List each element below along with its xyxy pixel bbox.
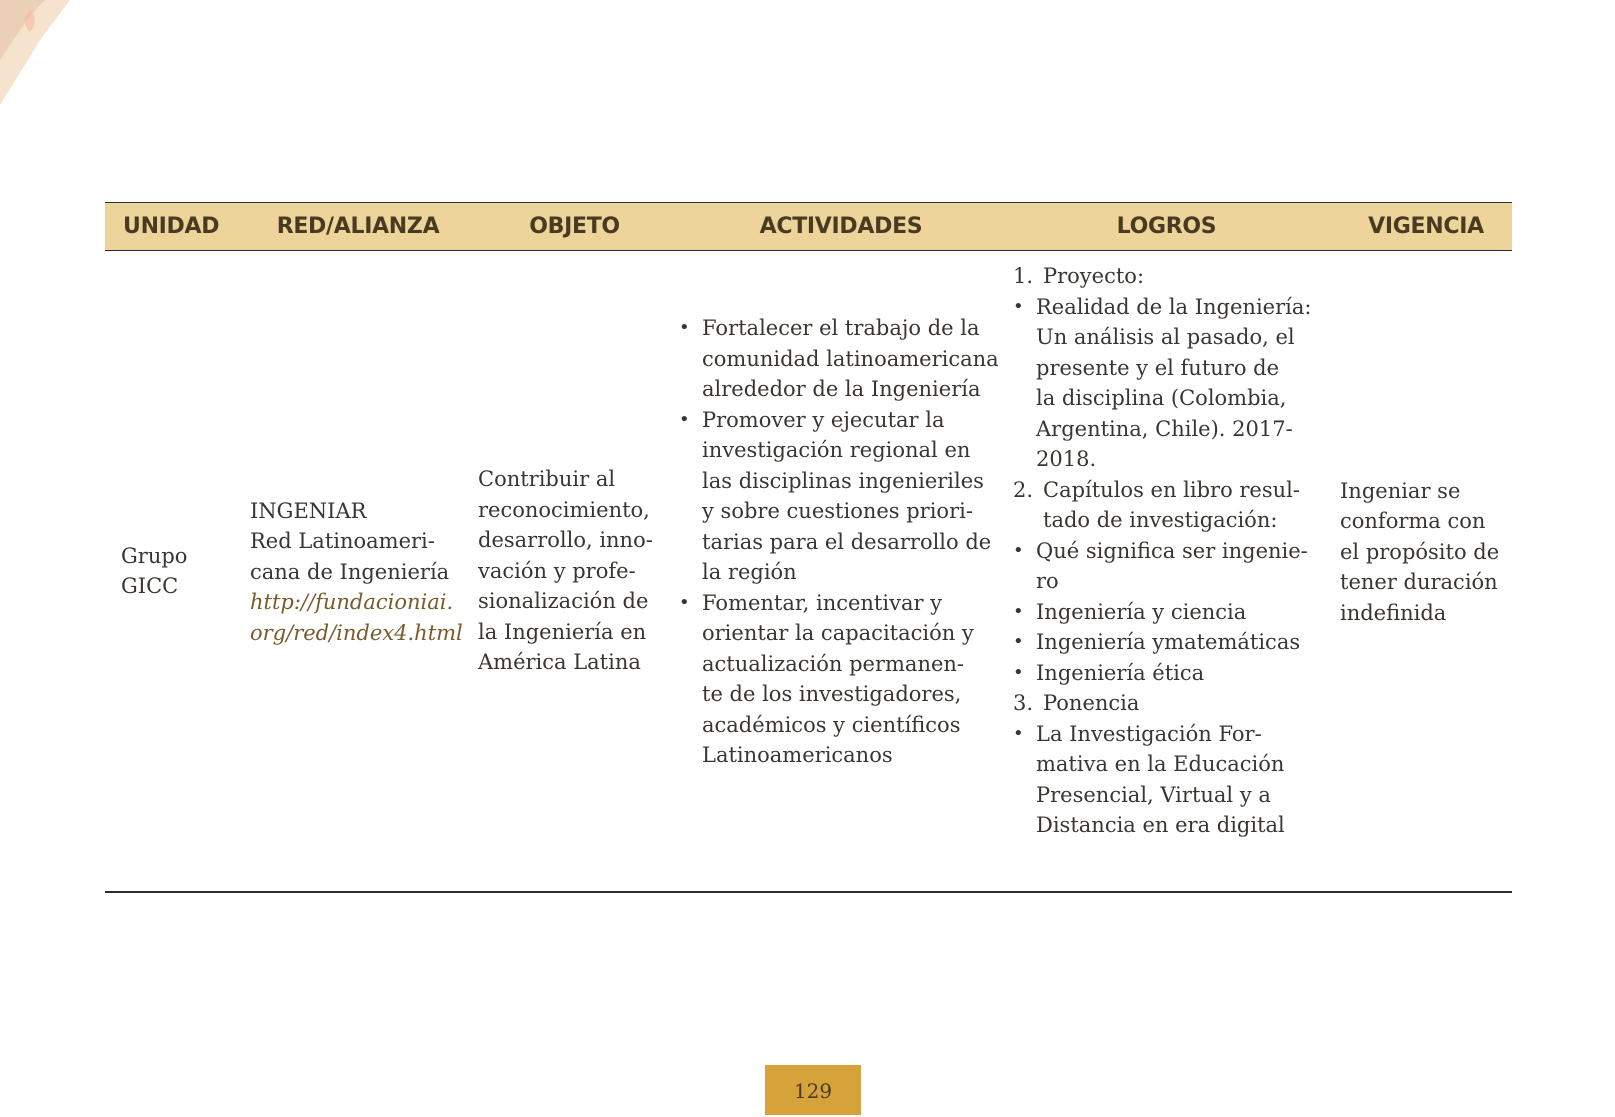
item-line: Argentina, Chile). 2017- <box>1036 416 1293 441</box>
item-number: 1. <box>1013 264 1034 289</box>
cell-red-alianza <box>230 496 466 649</box>
actividades-list <box>679 313 1003 771</box>
item-line: tarias para el desarrollo de <box>702 529 992 554</box>
item-line: la región <box>702 560 797 585</box>
header-logros: LOGROS <box>1116 214 1217 239</box>
red-link-line: org/red/index4.html <box>250 620 463 645</box>
objeto-line: sionalización de <box>478 589 649 614</box>
unidad-line: GICC <box>121 574 179 598</box>
item-line: • Ingeniería ética <box>1036 660 1205 685</box>
list-item <box>1013 536 1320 597</box>
item-line: • Ingeniería ymatemáticas <box>1036 630 1301 655</box>
item-line: la disciplina (Colombia, <box>1036 386 1287 411</box>
item-line: Ponencia <box>1043 691 1140 716</box>
red-line: INGENIAR <box>250 498 367 523</box>
page-number: 129 <box>765 1065 861 1115</box>
objeto-line: América Latina <box>478 650 641 675</box>
item-number: 3. <box>1013 691 1034 716</box>
item-line: • Fomentar, incentivar y <box>702 590 943 615</box>
item-line: Presencial, Virtual y a <box>1036 782 1271 807</box>
logros-list <box>1013 261 1320 841</box>
item-line: Capítulos en libro resul- <box>1043 477 1300 502</box>
red-line: cana de Ingeniería <box>250 559 450 584</box>
objeto-line: Contribuir al <box>478 467 616 492</box>
red-line: Red Latinoameri- <box>250 529 435 554</box>
item-line: • Realidad de la Ingeniería: <box>1036 294 1312 319</box>
alliance-table <box>105 202 1512 893</box>
objeto-line: reconocimiento, <box>478 497 650 522</box>
list-item <box>1013 261 1320 292</box>
item-line: Latinoamericanos <box>702 743 893 768</box>
item-line: 2018. <box>1036 447 1097 472</box>
item-line: Distancia en era digital <box>1036 813 1285 838</box>
vigencia-line: el propósito de <box>1340 539 1500 564</box>
table-row <box>105 251 1512 893</box>
cell-vigencia <box>1320 476 1512 629</box>
header-unidad: UNIDAD <box>123 214 220 239</box>
list-item <box>1013 475 1320 536</box>
item-line: Un análisis al pasado, el <box>1036 325 1295 350</box>
item-line: ro <box>1036 569 1059 594</box>
item-line: investigación regional en <box>702 438 971 463</box>
item-line: • Promover y ejecutar la <box>702 407 945 432</box>
list-item <box>679 313 1003 405</box>
unidad-line: Grupo <box>121 543 188 568</box>
list-item <box>1013 719 1320 841</box>
item-number: 2. <box>1013 477 1034 502</box>
table-header-row <box>105 202 1512 251</box>
cell-logros <box>1003 261 1320 841</box>
item-line: • Ingeniería y ciencia <box>1036 599 1247 624</box>
red-link[interactable] <box>250 587 466 648</box>
list-item <box>679 588 1003 771</box>
objeto-line: vación y profe- <box>478 558 636 583</box>
list-item <box>1013 597 1320 628</box>
header-objeto: OBJETO <box>529 214 620 239</box>
list-item <box>679 405 1003 588</box>
cell-objeto <box>466 464 671 678</box>
vigencia-line: conforma con <box>1340 509 1486 534</box>
corner-decoration <box>0 0 110 110</box>
red-link-line: http://fundacioniai. <box>250 590 454 615</box>
item-line: • Fortalecer el trabajo de la <box>702 316 980 341</box>
vigencia-line: Ingeniar se <box>1340 478 1461 503</box>
header-vigencia: VIGENCIA <box>1368 214 1484 239</box>
item-line: las disciplinas ingenieriles <box>702 468 984 493</box>
item-line: actualización permanen- <box>702 651 965 676</box>
item-line: presente y el futuro de <box>1036 355 1280 380</box>
item-line: orientar la capacitación y <box>702 621 974 646</box>
item-line: • Qué significa ser ingenie- <box>1036 538 1308 563</box>
list-item <box>1013 627 1320 658</box>
header-red-alianza: RED/ALIANZA <box>276 214 440 239</box>
item-line: mativa en la Educación <box>1036 752 1285 777</box>
list-item <box>1013 292 1320 475</box>
vigencia-line: tener duración <box>1340 570 1498 595</box>
item-line: comunidad latinoamericana <box>702 346 999 371</box>
list-item <box>1013 658 1320 689</box>
item-line: alrededor de la Ingeniería <box>702 377 981 402</box>
objeto-line: la Ingeniería en <box>478 619 647 644</box>
item-line: Proyecto: <box>1043 264 1145 289</box>
item-line: te de los investigadores, <box>702 682 962 707</box>
item-line: académicos y científicos <box>702 712 961 737</box>
item-line: • La Investigación For- <box>1036 721 1262 746</box>
item-line: y sobre cuestiones priori- <box>702 499 973 524</box>
header-actividades: ACTIVIDADES <box>759 214 923 239</box>
item-line: tado de investigación: <box>1043 508 1278 533</box>
objeto-line: desarrollo, inno- <box>478 528 653 553</box>
cell-unidad <box>105 541 230 602</box>
cell-actividades <box>671 313 1003 771</box>
list-item <box>1013 688 1320 719</box>
vigencia-line: indefinida <box>1340 600 1447 625</box>
